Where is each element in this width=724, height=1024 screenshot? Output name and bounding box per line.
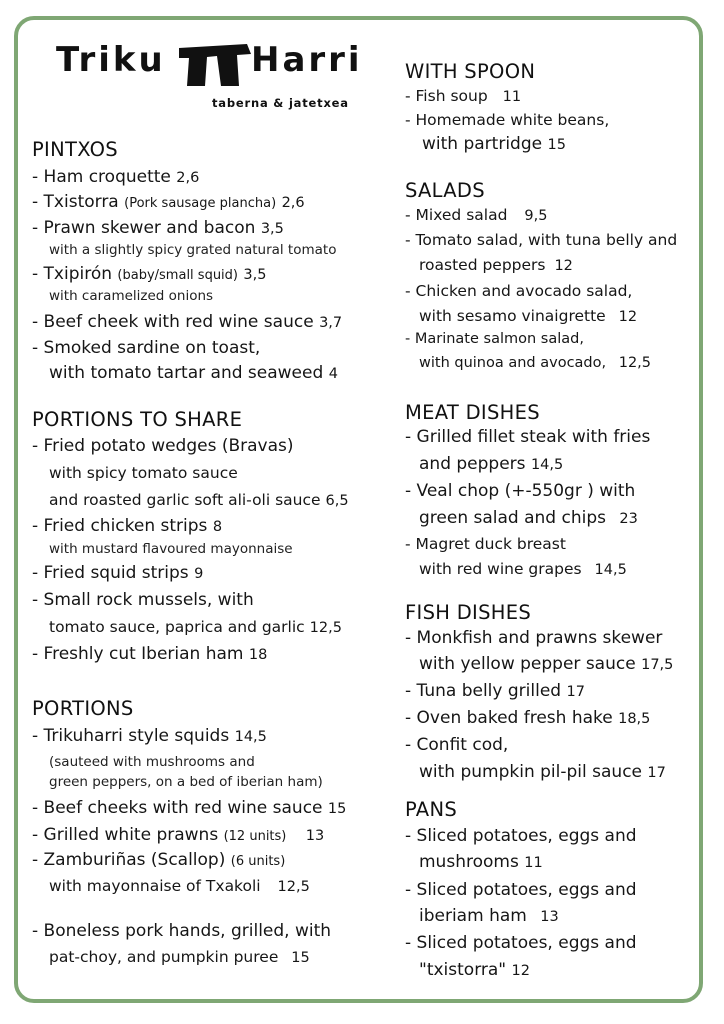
- item-name: - Sliced potatoes, eggs and: [405, 880, 637, 900]
- item-name: - Trikuharri style squids: [32, 726, 230, 746]
- item-description: iberiam ham: [419, 906, 527, 926]
- logo-word-right: Harri: [251, 40, 363, 80]
- section-title-spoon: WITH SPOON: [405, 60, 536, 83]
- item-name: - Beef cheek with red wine sauce: [32, 312, 314, 332]
- item-description: with mustard flavoured mayonnaise: [49, 541, 293, 557]
- item-description: green salad and chips: [419, 508, 606, 528]
- item-price: 15: [547, 137, 566, 153]
- item-price: 14,5: [234, 729, 267, 745]
- item-description: pat-choy, and pumpkin puree: [49, 948, 279, 966]
- item-price: 13: [305, 828, 325, 844]
- item-price: 2,6: [176, 170, 200, 186]
- menu-item: [32, 825, 324, 845]
- item-name: - Ham croquette: [32, 167, 171, 187]
- menu-item: [32, 644, 267, 664]
- menu-item: [32, 850, 285, 870]
- item-name: - Freshly cut Iberian ham: [32, 644, 244, 664]
- item-price: 4: [328, 366, 338, 382]
- menu-item: [419, 906, 559, 926]
- item-description: with spicy tomato sauce: [49, 464, 238, 482]
- menu-item: [419, 307, 637, 325]
- item-name: with tomato tartar and seaweed: [49, 363, 324, 383]
- menu-item: [49, 877, 310, 895]
- restaurant-logo: [56, 40, 363, 120]
- menu-item: [419, 560, 627, 578]
- item-description: with red wine grapes: [419, 560, 582, 578]
- item-name: - Mixed salad: [405, 206, 508, 224]
- menu-item: [32, 563, 203, 583]
- menu-item: [49, 618, 342, 636]
- item-price: 12,5: [309, 620, 342, 636]
- menu-item: [32, 798, 346, 818]
- item-name: - Fried chicken strips: [32, 516, 208, 536]
- section-title-fish: FISH DISHES: [405, 601, 532, 624]
- section-title-meat: MEAT DISHES: [405, 401, 540, 424]
- item-name: - Fried potato wedges (Bravas): [32, 436, 294, 456]
- item-price: 9,5: [524, 208, 548, 224]
- item-price: 11: [524, 855, 543, 871]
- menu-item: [405, 87, 521, 105]
- menu-item: [32, 516, 222, 536]
- item-price: 8: [212, 519, 223, 535]
- item-description: tomato sauce, paprica and garlic: [49, 618, 305, 636]
- item-name: - Txistorra: [32, 192, 119, 212]
- menu-item: [419, 960, 530, 980]
- item-description: with a slightly spicy grated natural tomato: [49, 242, 337, 258]
- menu-item: [419, 355, 651, 371]
- item-price: 17: [566, 684, 585, 700]
- item-description: with sesamo vinaigrette: [419, 307, 606, 325]
- item-price: 18,5: [618, 711, 651, 727]
- item-price: 23: [619, 511, 638, 527]
- item-description: with caramelized onions: [49, 288, 214, 304]
- menu-item: [405, 681, 585, 701]
- item-description: with yellow pepper sauce: [419, 654, 636, 674]
- menu-item: [405, 206, 547, 224]
- menu-item: [32, 218, 284, 238]
- item-description: roasted peppers: [419, 256, 546, 274]
- item-price: 2,6: [281, 195, 305, 211]
- menu-item: [419, 762, 666, 782]
- item-name: - Chicken and avocado salad,: [405, 282, 633, 300]
- item-price: 14,5: [530, 457, 564, 473]
- item-price: 18: [248, 647, 268, 663]
- section-title-share: PORTIONS TO SHARE: [32, 408, 243, 431]
- menu-item: [32, 726, 267, 746]
- item-name: - Sliced potatoes, eggs and: [405, 933, 637, 953]
- section-title-salads: SALADS: [405, 179, 485, 202]
- item-note: (Pork sausage plancha): [124, 196, 277, 211]
- item-name: - Fish soup: [405, 87, 488, 105]
- item-description: and peppers: [419, 454, 526, 474]
- logo-tagline: taberna & jatetxea: [212, 96, 349, 110]
- menu-item: [419, 508, 638, 528]
- section-title-pintxos: PINTXOS: [32, 138, 118, 161]
- item-price: 12,5: [618, 355, 652, 371]
- item-name: - Beef cheeks with red wine sauce: [32, 798, 323, 818]
- item-name: - Tuna belly grilled: [405, 681, 562, 701]
- menu-item: [422, 134, 566, 154]
- item-price: 6,5: [325, 493, 349, 509]
- menu-item: [405, 708, 650, 728]
- item-name: - Sliced potatoes, eggs and: [405, 826, 637, 846]
- item-description: "txistorra": [419, 960, 507, 980]
- item-name: - Small rock mussels, with: [32, 590, 254, 610]
- item-description: green peppers, on a bed of iberian ham): [49, 774, 323, 790]
- item-name: - Prawn skewer and bacon: [32, 218, 256, 238]
- item-name: - Confit cod,: [405, 735, 509, 755]
- menu-item: [32, 192, 305, 212]
- item-price: 15: [327, 801, 347, 817]
- menu-item: [49, 948, 310, 966]
- item-price: 9: [194, 566, 204, 582]
- item-price: 13: [540, 909, 559, 925]
- item-description: with pumpkin pil-pil sauce: [419, 762, 643, 782]
- item-description: (sauteed with mushrooms and: [49, 754, 255, 770]
- item-description: with mayonnaise of Txakoli: [49, 877, 261, 895]
- menu-item: [32, 264, 266, 284]
- item-note: (12 units): [223, 829, 287, 844]
- item-name: - Veal chop (+-550gr ) with: [405, 481, 636, 501]
- item-price: 12: [618, 309, 638, 325]
- item-price: 14,5: [594, 562, 627, 578]
- item-price: 3,7: [319, 315, 343, 331]
- item-name: - Grilled fillet steak with fries: [405, 427, 651, 447]
- item-name: - Boneless pork hands, grilled, with: [32, 921, 332, 941]
- item-description: and roasted garlic soft ali-oli sauce: [49, 491, 321, 509]
- menu-item: [419, 454, 563, 474]
- item-name: - Monkfish and prawns skewer: [405, 628, 663, 648]
- menu-item: [49, 363, 338, 383]
- item-note: (6 units): [230, 854, 286, 869]
- item-name: - Oven baked fresh hake: [405, 708, 613, 728]
- item-name: - Smoked sardine on toast,: [32, 338, 261, 358]
- item-name: - Tomato salad, with tuna belly and: [405, 231, 678, 249]
- item-price: 17: [647, 765, 666, 781]
- logo-word-left: Triku: [56, 40, 166, 80]
- menu-item: [49, 491, 349, 509]
- menu-item: [32, 167, 199, 187]
- item-price: 12: [511, 963, 530, 979]
- item-price: 12,5: [277, 879, 310, 895]
- item-name: - Marinate salmon salad,: [405, 331, 584, 347]
- menu-item: [419, 256, 573, 274]
- item-price: 3,5: [243, 267, 267, 283]
- item-note: (baby/small squid): [117, 268, 238, 283]
- item-name: - Fried squid strips: [32, 563, 189, 583]
- menu-item: [32, 312, 342, 332]
- item-price: 15: [291, 950, 310, 966]
- item-price: 3,5: [260, 221, 284, 237]
- section-title-portions: PORTIONS: [32, 697, 134, 720]
- item-description: with quinoa and avocado,: [419, 355, 607, 371]
- item-name: - Homemade white beans,: [405, 111, 610, 129]
- item-name: - Txipirón: [32, 264, 113, 284]
- item-description: with partridge: [422, 134, 543, 154]
- menu-item: [419, 852, 543, 872]
- item-price: 11: [502, 89, 522, 105]
- section-title-pans: PANS: [405, 798, 458, 821]
- item-name: - Magret duck breast: [405, 535, 566, 553]
- item-name: - Zamburiñas (Scallop): [32, 850, 226, 870]
- item-name: - Grilled white prawns: [32, 825, 219, 845]
- item-description: mushrooms: [419, 852, 519, 872]
- dolmen-icon: [177, 42, 253, 88]
- menu-item: [419, 654, 673, 674]
- item-price: 12: [554, 258, 573, 274]
- item-price: 17,5: [641, 657, 674, 673]
